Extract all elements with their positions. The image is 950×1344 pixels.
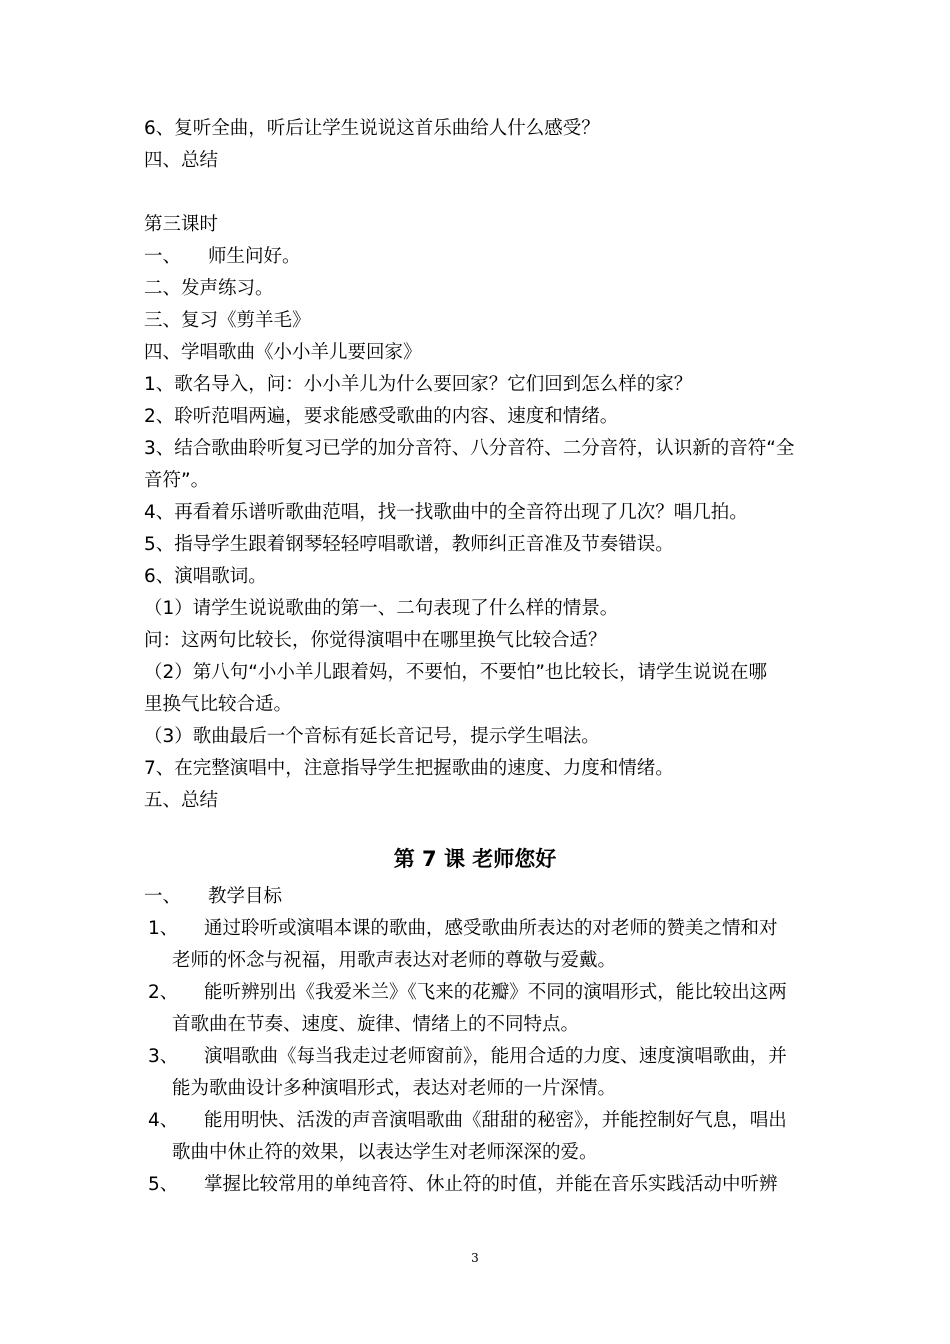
text-line: 四、总结 [144,150,219,171]
text-line: （3）歌曲最后一个音标有延长音记号，提示学生唱法。 [144,726,600,747]
text-line: 6、演唱歌词。 [144,566,267,587]
text-line: 3、结合歌曲聆听复习已学的加分音符、八分音符、二分音符，认识新的音符“全 [144,438,795,459]
text-line: 二、发声练习。 [144,278,274,299]
text-line: 1、歌名导入，问：小小羊儿为什么要回家？它们回到怎么样的家？ [144,374,693,395]
objective-continuation: 老师的怀念与祝福，用歌声表达对老师的尊敬与爱戴。 [172,950,617,971]
text-line: 问：这两句比较长，你觉得演唱中在哪里换气比较合适？ [144,630,607,651]
objective-line [148,918,778,940]
item-text: 师生问好。 [208,246,301,267]
objective-text: 掌握比较常用的单纯音符、休止符的时值，并能在音乐实践活动中听辨 [204,1174,778,1195]
objective-line [148,1046,787,1068]
objective-text: 通过聆听或演唱本课的歌曲，感受歌曲所表达的对老师的赞美之情和对 [204,918,778,939]
text-line: 音符”。 [144,470,210,491]
text-line: 三、复习《剪羊毛》 [144,310,311,331]
text-line: 6、复听全曲，听后让学生说说这首乐曲给人什么感受？ [144,118,600,139]
text-line: 7、在完整演唱中，注意指导学生把握歌曲的速度、力度和情绪。 [144,758,674,779]
text-line [144,246,301,268]
text-line: （1）请学生说说歌曲的第一、二句表现了什么样的情景。 [144,598,619,619]
text-line: 里换气比较合适。 [144,694,293,715]
objective-text: 演唱歌曲《每当我走过老师窗前》，能用合适的力度、速度演唱歌曲，并 [204,1046,787,1067]
item-number: 一、 [144,886,182,907]
text-line: 5、指导学生跟着钢琴轻轻哼唱歌谱，教师纠正音准及节奏错误。 [144,534,674,555]
text-line: 4、再看着乐谱听歌曲范唱，找一找歌曲中的全音符出现了几次？唱几拍。 [144,502,748,523]
lesson-title: 第 7 课 老师您好 [393,847,557,871]
text-line: 2、聆听范唱两遍，要求能感受歌曲的内容、速度和情绪。 [144,406,619,427]
text-line [144,886,282,908]
item-number: 一、 [144,246,182,267]
section-heading: 第三课时 [144,214,219,235]
objective-continuation: 能为歌曲设计多种演唱形式，表达对老师的一片深情。 [172,1078,617,1099]
objective-number: 4、 [148,1110,179,1131]
text-line: 五、总结 [144,790,219,811]
objective-text: 能用明快、活泼的声音演唱歌曲《甜甜的秘密》，并能控制好气息，唱出 [204,1110,787,1131]
objective-continuation: 首歌曲在节奏、速度、旋律、情绪上的不同特点。 [172,1014,580,1035]
objective-number: 3、 [148,1046,179,1067]
objective-number: 1、 [148,918,179,939]
item-text: 教学目标 [208,886,283,907]
objective-text: 能听辨别出《我爱米兰》《飞来的花瓣》不同的演唱形式，能比较出这两 [204,982,787,1003]
objective-line [148,1110,787,1132]
text-line: （2）第八句“小小羊儿跟着妈，不要怕，不要怕”也比较长，请学生说说在哪 [144,662,767,683]
objective-number: 5、 [148,1174,179,1195]
objective-line [148,1174,778,1196]
objective-continuation: 歌曲中休止符的效果，以表达学生对老师深深的爱。 [172,1142,598,1163]
objective-line [148,982,787,1004]
page-number: 3 [471,1251,479,1265]
text-line: 四、学唱歌曲《小小羊儿要回家》 [144,342,422,363]
objective-number: 2、 [148,982,179,1003]
